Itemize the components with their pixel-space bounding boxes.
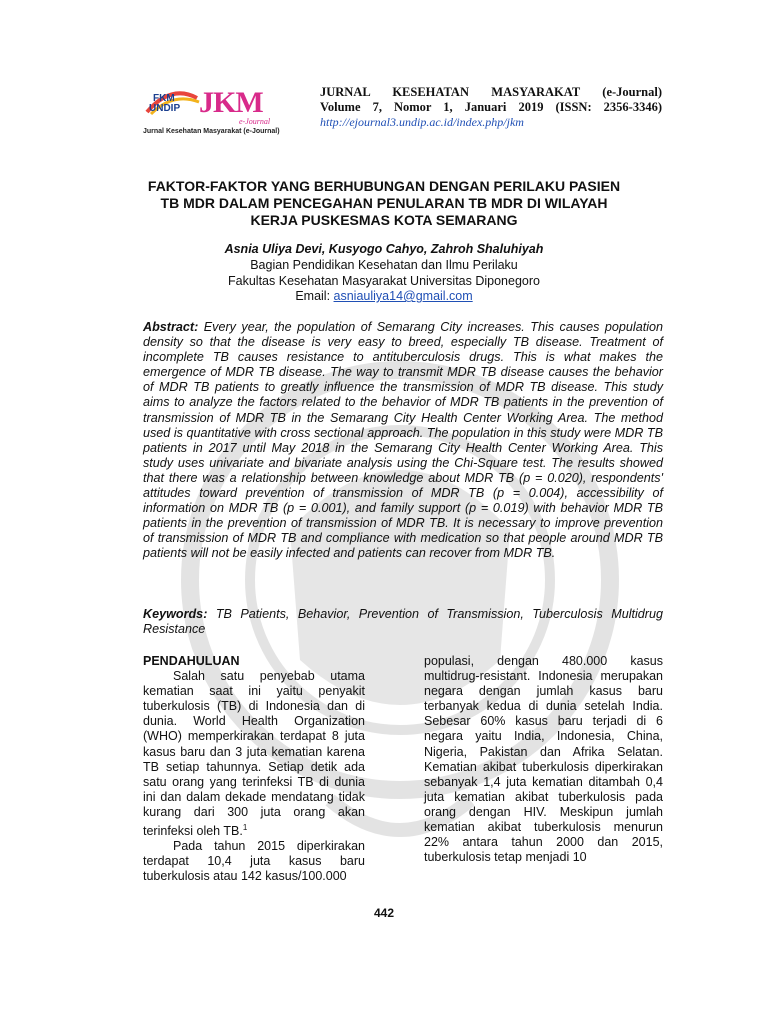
- journal-volume: Volume 7, Nomor 1, Januari 2019 (ISSN: 2356-3346): [320, 100, 662, 114]
- paragraph: Pada tahun 2015 diperkirakan terdapat 10,4 juta kasus baru tuberkulosis atau 142 kasus/100.000: [143, 839, 365, 884]
- citation-superscript: 1: [242, 823, 248, 833]
- keywords: [143, 607, 663, 637]
- logo-ejournal-text: e-Journal: [239, 117, 271, 126]
- logo-jkm-text: JKM: [199, 86, 263, 119]
- paragraph-text: Salah satu penyebab utama kematian saat ini yaitu penyakit tuberkulosis (TB) di Indonesia dan di dunia. World Health Organization (WHO) memperkirakan terdapat 8 juta kasus baru dan 3 juta kematian karena TB setiap tahunnya. Setiap detik ada satu orang yang terinfeksi TB di dunia ini dan dalam dekade mendatang tidak kurang dari 300 juta orang akan terinfeksi oleh TB.: [143, 669, 365, 839]
- page-number: 442: [373, 906, 395, 920]
- keywords-label: Keywords:: [143, 607, 208, 621]
- abstract-text: Every year, the population of Semarang City increases. This causes population density so that the disease is very easy to breed, especially TB disease. Treatment of incomplete TB causes resistance to antituberculosis drugs. This is what makes the emergence of MDR TB disease. The way to transmit MDR TB disease causes the behavior of MDR TB patients to greatly influence the transmission of MDR TB disease. This study aims to analyze the factors related to the behavior of MDR TB patients in the prevention of transmission of MDR TB in the Semarang City Health Center Working Area. The method used is quantitative with cross sectional approach. The population in this study were MDR TB patients in 2017 until May 2018 in the Semarang City Health Center Working Area. This study uses univariate and bivariate analysis using the Chi-Square test. The results showed that there was a relationship between knowledge about MDR TB (p = 0.020), respondents' attitudes toward prevention of transmission of MDR TB (p = 0.004), accessibility of information on MDR TB (p = 0.001), and family support (p = 0.019) with behavior MDR TB patients in the prevention of transmission of MDR TB. It is necessary to improve prevention of transmission of MDR TB and compliance with medication so that people around MDR TB patients will not be easily infected and patients can recover from MDR TB.: [143, 320, 664, 561]
- logo-subtitle: Jurnal Kesehatan Masyarakat (e-Journal): [143, 128, 280, 135]
- journal-url-link[interactable]: http://ejournal3.undip.ac.id/index.php/jkm: [320, 115, 524, 129]
- author-email: [100, 289, 668, 303]
- journal-name: JURNAL KESEHATAN MASYARAKAT (e-Journal): [320, 85, 662, 99]
- paragraph: populasi, dengan 480.000 kasus multidrug-resistant. Indonesia merupakan negara dengan jumlah kasus baru terbanyak kedua di dunia setelah India. Sebesar 60% kasus baru terjadi di 6 negara yaitu India, Indonesia, China, Nigeria, Pakistan dan Afrika Selatan. Kematian akibat tuberkulosis diperkirakan sebanyak 1,4 juta kematian ditambah 0,4 juta kematian akibat tuberkulosis pada orang dengan HIV. Meskipun jumlah kematian akibat tuberkulosis menurun 22% antara tahun 2000 dan 2015, tuberkulosis tetap menjadi 10: [424, 654, 663, 865]
- affiliation-faculty: Fakultas Kesehatan Masyarakat Universitas Diponegoro: [228, 274, 540, 288]
- keywords-text: TB Patients, Behavior, Prevention of Transmission, Tuberculosis Multidrug Resistance: [143, 607, 663, 637]
- email-link[interactable]: asniauliya14@gmail.com: [333, 289, 473, 303]
- jkm-logo: [143, 88, 283, 138]
- abstract: [143, 320, 663, 562]
- affiliation-department: Bagian Pendidikan Kesehatan dan Ilmu Perilaku: [250, 258, 518, 272]
- journal-info: [320, 85, 662, 130]
- body-column-left: [143, 654, 365, 885]
- logo-undip-text: UNDIP: [149, 103, 181, 114]
- email-label: Email:: [295, 289, 331, 303]
- paragraph: [143, 669, 365, 839]
- section-heading: PENDAHULUAN: [143, 654, 240, 668]
- article-authors: Asnia Uliya Devi, Kusyogo Cahyo, Zahroh Shaluhiyah: [224, 242, 544, 256]
- logo-fkm-text: FKM: [153, 93, 175, 104]
- article-title: FAKTOR-FAKTOR YANG BERHUBUNGAN DENGAN PERILAKU PASIEN TB MDR DALAM PENCEGAHAN PENULARAN TB MDR DI WILAYAH KERJA PUSKESMAS KOTA SEMARANG: [147, 178, 621, 228]
- body-column-right: [424, 654, 663, 865]
- abstract-label: Abstract:: [143, 320, 199, 334]
